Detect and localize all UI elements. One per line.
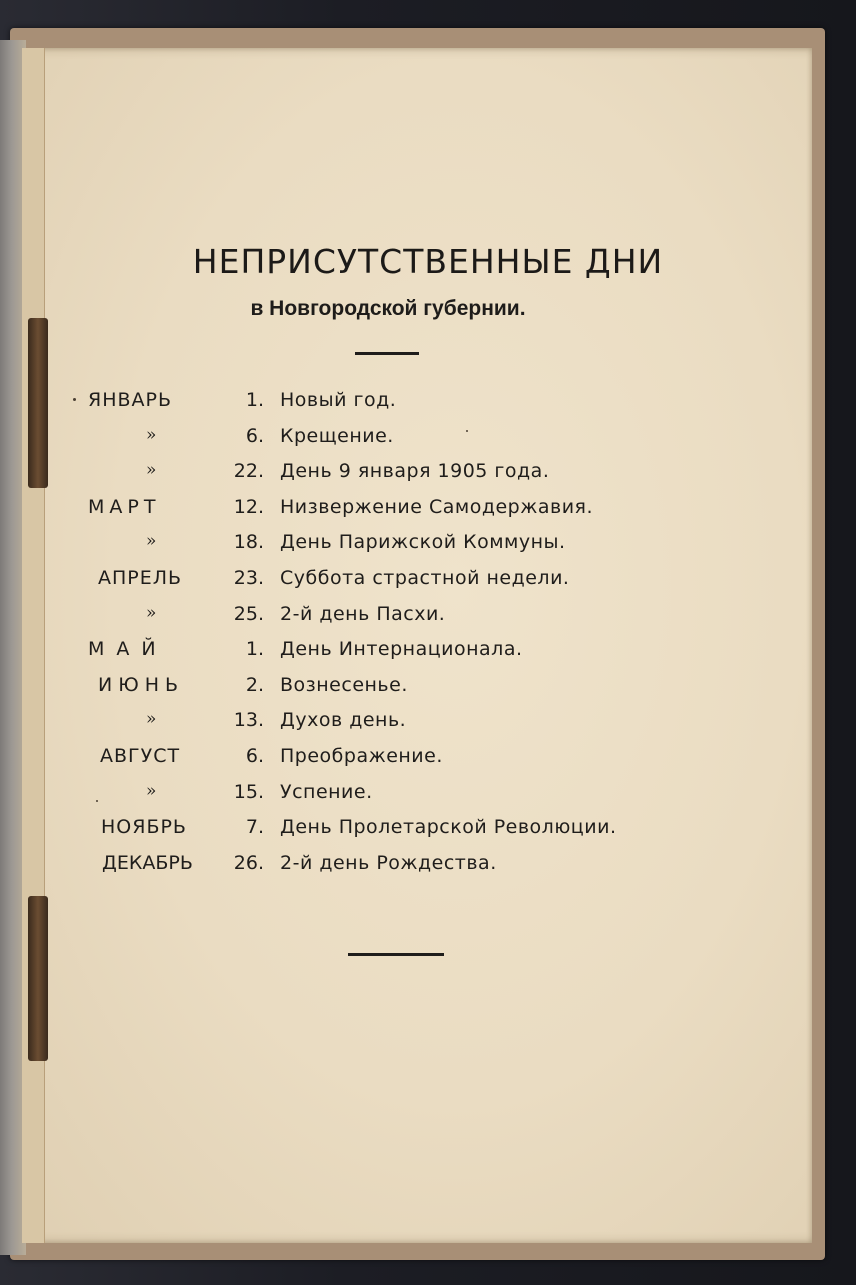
holiday-month: МАРТ <box>88 495 161 518</box>
holiday-name: Низвержение Самодержавия. <box>280 495 594 518</box>
binding-stitch-upper <box>28 318 48 488</box>
holiday-day: 2. <box>245 673 264 696</box>
holiday-row <box>88 739 688 775</box>
holiday-name: Успение. <box>280 780 373 803</box>
holiday-day: 1. <box>245 389 264 411</box>
paper-speck <box>96 800 98 802</box>
holiday-name: День 9 января 1905 года. <box>280 460 550 483</box>
holiday-name: 2-й день Рождества. <box>280 851 497 874</box>
holiday-day: 15. <box>233 780 264 803</box>
holiday-month-ditto: » <box>146 531 158 552</box>
holiday-month-ditto: » <box>146 424 158 445</box>
holiday-name: День Парижской Коммуны. <box>280 531 566 554</box>
holiday-name: Новый год. <box>280 389 397 411</box>
holiday-row <box>88 490 688 526</box>
page-subtitle: в Новгородской губернии. <box>250 297 526 320</box>
holiday-month: ДЕКАБРЬ <box>102 851 193 874</box>
holiday-day: 26. <box>233 851 264 874</box>
holiday-day: 6. <box>245 424 264 447</box>
holiday-row <box>88 419 688 455</box>
holiday-day: 6. <box>245 744 264 767</box>
holiday-row <box>88 668 688 704</box>
holiday-month-ditto: » <box>146 602 158 623</box>
holiday-name: Преображение. <box>280 744 443 767</box>
holiday-month: МАЙ <box>88 638 168 661</box>
paper-speck <box>73 398 76 401</box>
title-divider <box>355 352 419 355</box>
holiday-row <box>88 775 688 811</box>
page-left-edge <box>22 48 45 1243</box>
holiday-month-ditto: » <box>146 460 158 481</box>
holiday-month: АПРЕЛЬ <box>98 566 183 589</box>
holiday-row <box>88 810 688 846</box>
holiday-day: 1. <box>245 638 264 661</box>
holiday-day: 13. <box>233 709 264 732</box>
holiday-row <box>88 597 688 633</box>
holiday-name: Суббота страстной недели. <box>280 566 570 589</box>
holiday-row <box>88 454 688 490</box>
holiday-day: 7. <box>245 816 264 839</box>
page-title: НЕПРИСУТСТВЕННЫЕ ДНИ <box>192 242 664 281</box>
holiday-row <box>88 525 688 561</box>
holiday-name: Вознесенье. <box>280 673 408 696</box>
holiday-name: Крещение. <box>280 424 394 447</box>
holiday-name: День Интернационала. <box>280 638 523 661</box>
holiday-row <box>88 846 688 882</box>
holiday-day: 22. <box>233 460 264 483</box>
holiday-day: 12. <box>233 495 264 518</box>
holiday-month: АВГУСТ <box>100 744 181 767</box>
holiday-name: Духов день. <box>280 709 407 732</box>
holiday-month: ИЮНЬ <box>98 673 185 696</box>
holiday-list <box>88 383 688 881</box>
paper-speck <box>466 430 468 432</box>
bottom-divider <box>348 953 444 956</box>
holiday-month-ditto: » <box>146 709 158 730</box>
holiday-name: День Пролетарской Революции. <box>280 816 617 839</box>
holiday-row <box>88 383 688 419</box>
holiday-day: 23. <box>233 566 264 589</box>
holiday-month: НОЯБРЬ <box>101 816 187 839</box>
holiday-day: 25. <box>233 602 264 625</box>
holiday-month-ditto: » <box>146 780 158 801</box>
binding-stitch-lower <box>28 896 48 1061</box>
holiday-row <box>88 561 688 597</box>
holiday-day: 18. <box>233 531 264 554</box>
holiday-month: ЯНВАРЬ <box>88 389 173 411</box>
holiday-name: 2-й день Пасхи. <box>280 602 446 625</box>
holiday-row <box>88 703 688 739</box>
holiday-row <box>88 632 688 668</box>
